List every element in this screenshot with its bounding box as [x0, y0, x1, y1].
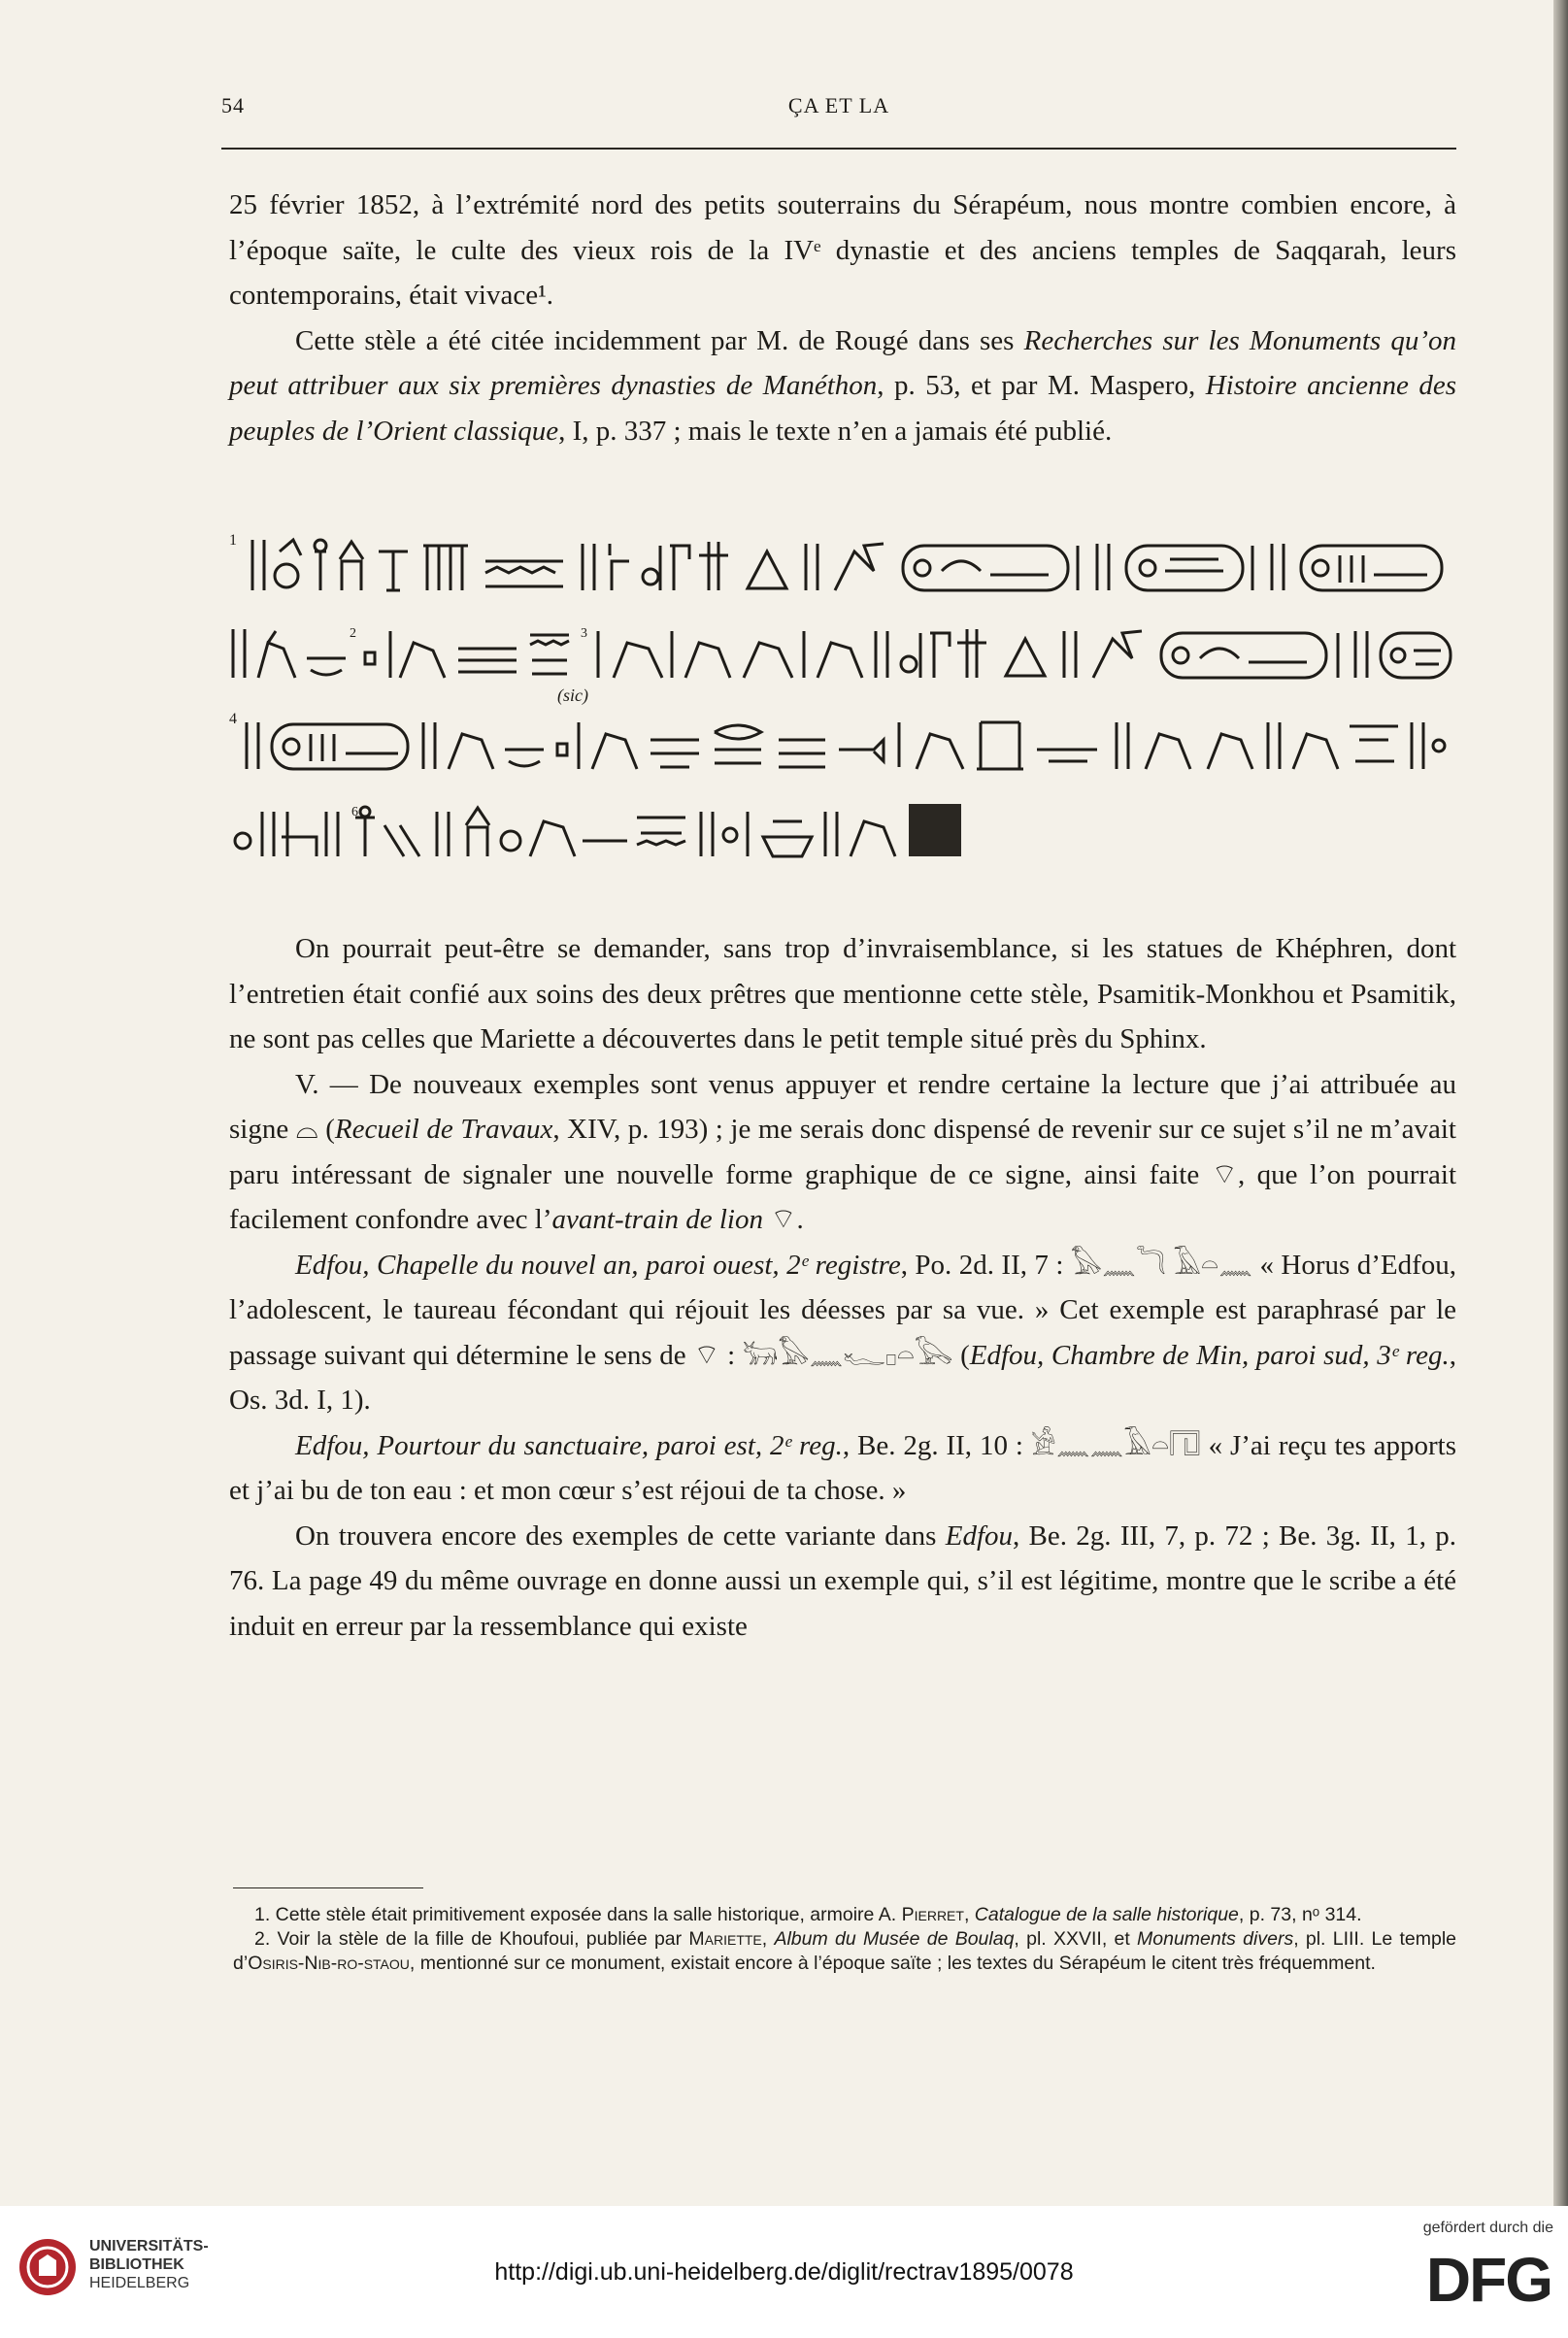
sign-variant-glyph-icon: ⌔ : 𓃒𓅃𓈖𓆑𓊪𓏏𓅂	[693, 1339, 953, 1371]
reference-title: Recueil de Travaux	[334, 1114, 553, 1145]
footnote-rule	[233, 1887, 423, 1888]
reference-title: Edfou, Chapelle du nouvel an, paroi ouest, 2ᵉ registre	[295, 1249, 901, 1281]
sign-glyph-icon: ⌓	[295, 1114, 326, 1145]
header-rule	[221, 148, 1456, 150]
footnotes	[233, 1903, 1456, 1976]
institution-name: UNIVERSITÄTS- BIBLIOTHEK HEIDELBERG	[89, 2238, 209, 2291]
paragraph-7: On trouvera encore des exemples de cette variante dans Edfou, Be. 2g. III, 7, p. 72 ; Be. 3g. II, 1, p. 76. La page 49 du même ouvrage en donne aussi un exemple qui, s’il est légitime, montre que le scribe a été induit en erreur par la ressemblance qui existe	[229, 1520, 1456, 1642]
glyph-line-3	[229, 711, 1456, 775]
glyph-line-1	[229, 532, 1456, 596]
hieroglyph-row-icon	[243, 532, 1447, 596]
funding-caption: gefördert durch die	[1422, 2220, 1553, 2236]
document-url-link[interactable]: http://digi.ub.uni-heidelberg.de/diglit/rectrav1895/0078	[494, 2258, 1074, 2286]
dfg-logo: DFG	[1425, 2245, 1551, 2315]
paragraph-1: 25 février 1852, à l’extrémité nord des petits souterrains du Sérapéum, nous montre combien encore, à l’époque saïte, le culte des vieux rois de la IVᵉ dynastie et des anciens temples de Saqqarah, leurs contemporains, était vivace¹.	[229, 189, 1456, 311]
footnote-1: 1. Cette stèle était primitivement exposée dans la salle historique, armoire A. Pierret, Catalogue de la salle historique, p. 73, nᵒ 314.	[254, 1904, 1362, 1925]
paragraph-4: V. — De nouveaux exemples sont venus appuyer et rendre certaine la lecture que j’ai attribuée au signe ⌓ (Recueil de Travaux, XIV, p. 193) ; je me serais donc dispensé de revenir sur ce sujet s’il ne m’avait paru intéressant de signaler une nouvelle forme graphique de ce signe, ainsi faite ⌔, que l’on pourrait facilement confondre avec l’avant-train de lion ⌔.	[229, 1068, 1456, 1235]
paragraph-6: Edfou, Pourtour du sanctuaire, paroi est, 2ᵉ reg., Be. 2g. II, 10 : 𓀀𓈖𓈖𓄿𓏏𓉔 « J’ai reçu tes apports et j’ai bu de ton eau : et mon cœur s’est réjoui de ta chose. »	[229, 1429, 1456, 1506]
body-text-continued	[229, 926, 1456, 1649]
footnote-2: 2. Voir la stèle de la fille de Khoufoui, publiée par Mariette, Album du Musée de Boulaq, pl. XXVII, et Monuments divers, pl. LIII. Le temple d’Osiris-Nib-ro-staou, mentionné sur ce monument, existait encore à l’époque saïte ; les textes du Sérapéum le citent très fréquemment.	[233, 1928, 1456, 1974]
svg-text:6: 6	[351, 805, 358, 819]
reference-title: Edfou	[945, 1520, 1014, 1552]
page-edge-shadow	[1553, 0, 1568, 2206]
svg-text:2: 2	[350, 626, 356, 641]
line-number: 1	[229, 532, 237, 549]
hieroglyph-row-icon	[243, 711, 1447, 775]
sign-variant-glyph-icon: ⌔	[1211, 1158, 1238, 1190]
reference-title: avant-train de lion	[551, 1204, 763, 1235]
paragraph-3: On pourrait peut-être se demander, sans trop d’invraisemblance, si les statues de Khéphren, dont l’entretien était confié aux soins des deux prêtres que mentionne cette stèle, Psamitik-Monkhou et Psamitik, ne sont pas celles que Mariette a découvertes dans le petit temple situé près du Sphinx.	[229, 933, 1456, 1054]
paragraph-2: Cette stèle a été citée incidemment par M. de Rougé dans ses Recherches sur les Monuments qu’on peut attribuer aux six premières dynasties de Manéthon, p. 53, et par M. Maspero, Histoire ancienne des peuples de l’Orient classique, I, p. 337 ; mais le texte n’en a jamais été publié.	[229, 324, 1457, 447]
lion-forepart-glyph-icon: ⌔	[763, 1204, 797, 1235]
reference-title: Histoire ancienne des peuples de l’Orient classique	[229, 370, 1456, 447]
paragraph-5: Edfou, Chapelle du nouvel an, paroi ouest, 2ᵉ registre, Po. 2d. II, 7 : 𓅃𓈖𓆓 𓄿𓏏𓈖 « Horus d’Edfou, l’adolescent, le taureau fécondant qui réjouit les déesses par sa vue. » Cet exemple est paraphrasé par le passage suivant qui détermine le sens de ⌔ : 𓃒𓅃𓈖𓆑𓊪𓏏𓅂 (Edfou, Chambre de Min, paroi sud, 3ᵉ reg., Os. 3d. I, 1).	[229, 1249, 1457, 1416]
page-header	[221, 93, 1456, 132]
hieroglyph-row-icon	[229, 619, 1454, 684]
hieroglyph-inscription	[229, 532, 1456, 882]
svg-text:3: 3	[581, 626, 587, 641]
hieroglyph-quote-icon: 𓀀𓈖𓈖𓄿𓏏𓉔	[1030, 1429, 1201, 1461]
glyph-line-2	[229, 619, 1456, 684]
reference-title: Edfou, Chambre de Min, paroi sud, 3ᵉ reg.	[969, 1339, 1450, 1371]
sic-note: (sic)	[557, 685, 588, 705]
line-number: 4	[229, 711, 237, 727]
viewer-footer	[0, 2206, 1568, 2338]
reference-title: Edfou, Pourtour du sanctuaire, paroi est, 2ᵉ reg.	[295, 1429, 843, 1461]
page-number: 54	[221, 93, 245, 117]
hieroglyph-quote-icon: 𓅃𓈖𓆓 𓄿𓏏𓈖	[1070, 1249, 1253, 1281]
hieroglyph-row-icon	[229, 798, 967, 862]
glyph-line-4	[229, 798, 967, 862]
reference-title: Recherches sur les Monuments qu’on peut attribuer aux six premières dynasties de Manéthon	[229, 324, 1457, 401]
running-title: ÇA ET LA	[787, 93, 890, 117]
body-text	[229, 183, 1456, 453]
